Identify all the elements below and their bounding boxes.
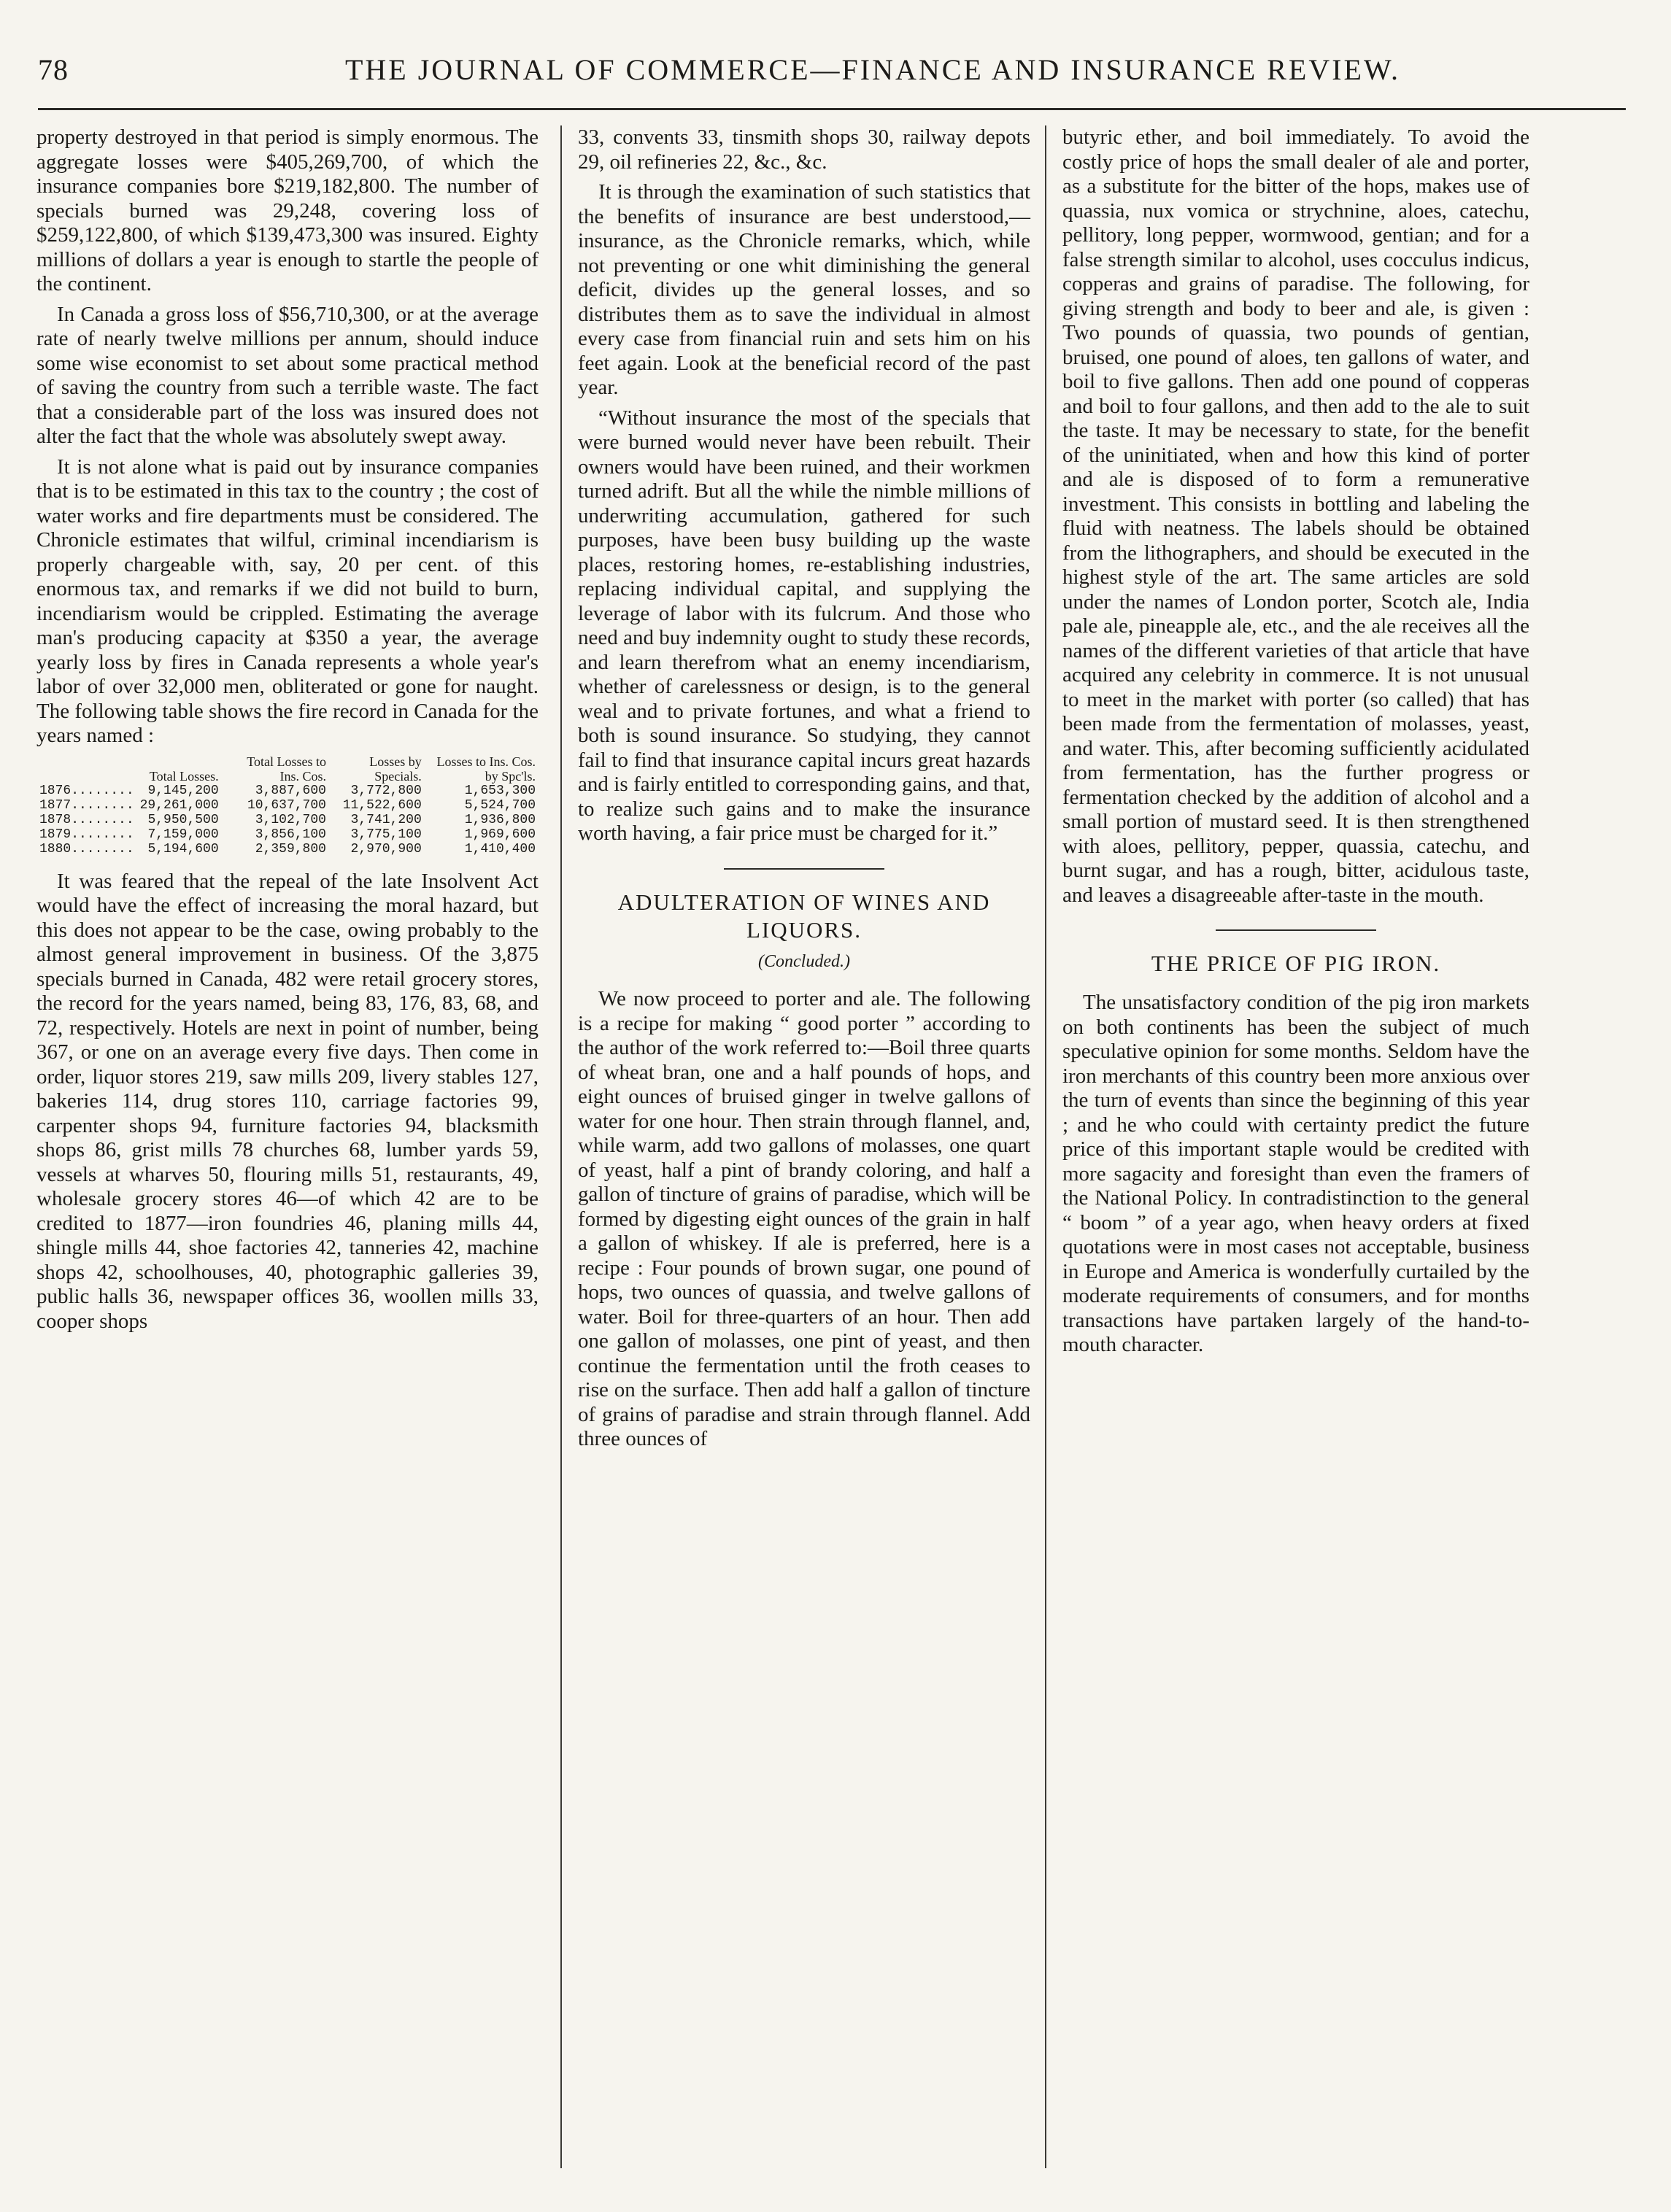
table-cell: 9,145,200 (147, 783, 219, 798)
table-cell: 1879........ (39, 827, 134, 842)
table-cell: 3,775,100 (350, 827, 422, 842)
column-divider (560, 125, 562, 2168)
paragraph: We now proceed to porter and ale. The following is a recipe for making “ good porter ” according to the author of the work referred to:—Boil three quarts of wheat bran, one and a half pounds of hops, and eight ounces of bruised ginger in twelve gallons of water for one hour. Then strain through flannel, and, while warm, add two gallons of molasses, one quart of yeast, half a pint of brandy coloring, and half a gallon of tincture of grains of paradise, which will be formed by digesting eight ounces of the grain in half a gallon of whiskey. If ale is preferred, here is a recipe : Four pounds of brown sugar, one pound of hops, two ounces of quassia, and twelve gallons of water. Boil for three-quarters of an hour. Then add one gallon of molasses, one pint of yeast, and then continue the fermentation until the froth ceases to rise on the surface. Then add half a gallon of tincture of grains of paradise and strain through flannel. Add three ounces of (578, 987, 1030, 1450)
section-rule (1216, 929, 1376, 931)
table-cell: 1,410,400 (464, 841, 536, 856)
column-3 (1062, 125, 1529, 2139)
running-title: THE JOURNAL OF COMMERCE—FINANCE AND INSURANCE REVIEW. (344, 53, 1401, 86)
table-row (36, 798, 539, 813)
table-cell: 3,741,200 (350, 812, 422, 827)
table-cell: 5,194,600 (147, 841, 219, 856)
paragraph: It is not alone what is paid out by insurance companies that is to be estimated in this tax to the country ; the cost of water works and fire departments must be considered. The Chronicle estimates that wilful, criminal incendiarism is properly chargeable with, say, 20 per cent. of this enormous tax, and remarks if we did not build to burn, incendiarism would be crippled. Estimating the average man's producing capacity at $350 a year, the average yearly loss by fires in Canada represents a whole year's labor of over 32,000 men, obliterated or gone for naught. The following table shows the fire record in Canada for the years named : (36, 455, 539, 747)
table-cell: 7,159,000 (147, 827, 219, 842)
table-header-cell (36, 754, 137, 784)
table-header-cell: Losses by Specials. (369, 754, 422, 784)
paragraph: It is through the examination of such statistics that the benefits of insurance are best understood,—insurance, as the Chronicle remarks, which, while not preventing or one whit diminishing the general deficit, divides up the general losses, and so distributes them as to save the individual in almost every case from financial ruin and sets him on his feet again. Look at the beneficial record of the past year. (578, 180, 1030, 399)
article-heading: THE PRICE OF PIG IRON. (1151, 951, 1441, 976)
table-cell: 2,970,900 (350, 841, 422, 856)
fire-record-table (36, 754, 539, 856)
header-rule (38, 108, 1626, 110)
table-cell: 10,637,700 (247, 797, 326, 813)
table-header-cell: Losses to Ins. Cos. by Spc'ls. (436, 754, 536, 784)
table-cell: 1878........ (39, 812, 134, 827)
table-cell: 1,936,800 (464, 812, 536, 827)
table-row (36, 813, 539, 827)
section-rule (724, 868, 884, 870)
article-subhead: (Concluded.) (758, 951, 850, 971)
table-header-cell: Total Losses to Ins. Cos. (247, 754, 326, 784)
table-row (36, 784, 539, 798)
table-cell: 1880........ (39, 841, 134, 856)
table-cell: 1876........ (39, 783, 134, 798)
column-divider (1045, 125, 1046, 2168)
table-cell: 3,887,600 (255, 783, 326, 798)
article-heading: ADULTERATION OF WINES AND LIQUORS. (617, 889, 991, 943)
table-header-cell: Total Losses. (149, 768, 219, 784)
paragraph: It was feared that the repeal of the late Insolvent Act would have the effect of increasing the moral hazard, but this does not appear to be the case, owing probably to the almost general improvement in business. Of the 3,875 specials burned in Canada, 482 were retail grocery stores, the record for the years named, being 83, 176, 83, 68, and 72, respectively. Hotels are next in point of number, being 367, or one on an average every five days. Then come in order, liquor stores 219, saw mills 209, livery stables 127, bakeries 114, drug stores 110, carriage factories 99, carpenter shops 94, furniture factories 94, blacksmith shops 86, grist mills 78 churches 68, lumber yards 59, vessels at wharves 50, flouring mills 51, restaurants, 49, wholesale grocery stores 46—of which 42 are to be credited to 1877—iron foundries 46, planing mills 44, shingle mills 44, shoe factories 42, tanneries 42, machine shops 42, schoolhouses, 40, photographic galleries 39, public halls 36, newspaper offices 36, woollen mills 33, cooper shops (36, 869, 539, 1333)
column-1 (36, 125, 539, 2139)
page-header (38, 53, 1620, 104)
column-2 (578, 125, 1030, 2139)
table-cell: 1,969,600 (464, 827, 536, 842)
table-cell: 1,653,300 (464, 783, 536, 798)
table-cell: 11,522,600 (342, 797, 422, 813)
table-cell: 29,261,000 (139, 797, 219, 813)
paragraph: In Canada a gross loss of $56,710,300, or at the average rate of nearly twelve millions per annum, should induce some wise economist to set about some practical method of saving the country from such a terrible waste. The fact that a considerable part of the loss was insured does not alter the fact that the whole was absolutely swept away. (36, 302, 539, 448)
paragraph: “Without insurance the most of the specials that were burned would never have been rebuilt. Their owners would have been ruined, and their workmen turned adrift. But all the while the nimble millions of underwriting accumulation, gathered for such purposes, have been busy building up the waste places, restoring homes, re-establishing industries, replacing individual capital, and supplying the leverage of labor with its fulcrum. And those who need and buy indemnity ought to study these records, and learn therefrom what an enemy incendiarism, whether of carelessness or design, is to the general weal and to private fortunes, and what a friend to both is sound insurance. So studying, they cannot fail to find that insurance capital incurs great hazards and is fairly entitled to corresponding gains, and that, to realize such gains and to make the insurance worth having, a fair price must be charged for it.” (578, 406, 1030, 845)
table-row (36, 827, 539, 842)
table-cell: 5,950,500 (147, 812, 219, 827)
paragraph: The unsatisfactory condition of the pig iron markets on both continents has been the subject of much speculative opinion for some months. Seldom have the iron merchants of this country been more anxious over the turn of events than since the beginning of this year ; and he who could with certainty predict the future price of this important staple would be credited with more sagacity and foresight than even the framers of the National Policy. In contradistinction to the general “ boom ” of a year ago, when heavy orders at fixed quotations were in most cases not acceptable, business in Europe and America is wonderfully curtailed by the moderate requirements of consumers, and for months transactions have partaken largely of the hand-to-mouth character. (1062, 991, 1529, 1356)
paragraph: 33, convents 33, tinsmith shops 30, railway depots 29, oil refineries 22, &c., &c. (578, 125, 1030, 174)
table-header-row (36, 754, 539, 784)
table-cell: 1877........ (39, 797, 134, 813)
table-cell: 3,772,800 (350, 783, 422, 798)
paragraph: butyric ether, and boil immediately. To avoid the costly price of hops the small dealer of ale and porter, as a substitute for the bitter of the hops, makes use of quassia, nux vomica or strychnine, aloes, catechu, pellitory, long pepper, wormwood, gentian; and for a false strength similar to alcohol, uses cocculus indicus, copperas and grains of paradise. The following, for giving strength and body to beer and ale, is given : Two pounds of quassia, two pounds of gentian, bruised, one pound of aloes, ten gallons of water, and boil to five gallons. Then add one pound of copperas and boil to four gallons, and then add to the ale to suit the taste. It may be necessary to state, for the benefit of the uninitiated, when and how this kind of porter and ale is disposed of to form a remunerative investment. This consists in bottling and labeling the fluid with neatness. The labels should be obtained from the lithographers, and should be executed in the highest style of the art. The same articles are sold under the names of London porter, Scotch ale, India pale ale, pineapple ale, etc., and the ale receives all the names of the different varieties of that article that have acquired any celebrity in commerce. It is not unusual to meet in the market with porter (so called) that has been made from the fermentation of molasses, yeast, and water. This, after becoming sufficiently acidulated from fermentation, has the further progress or fermentation checked by the addition of alcohol and a small portion of mustard seed. It is then strengthened with aloes, pellitory, pepper, quassia, catechu, and burnt sugar, and has a rough, bitter, acidulous taste, and leaves a disagreeable after-taste in the mouth. (1062, 125, 1529, 907)
table-cell: 3,856,100 (255, 827, 326, 842)
table-cell: 3,102,700 (255, 812, 326, 827)
table-cell: 2,359,800 (255, 841, 326, 856)
paragraph: property destroyed in that period is simply enormous. The aggregate losses were $405,269,700, of which the insurance companies bore $219,182,800. The number of specials burned was 29,248, covering loss of $259,122,800, of which $139,473,300 was insured. Eighty millions of dollars a year is enough to startle the people of the continent. (36, 125, 539, 295)
page-number: 78 (38, 53, 69, 86)
table-cell: 5,524,700 (464, 797, 536, 813)
table-row (36, 842, 539, 856)
